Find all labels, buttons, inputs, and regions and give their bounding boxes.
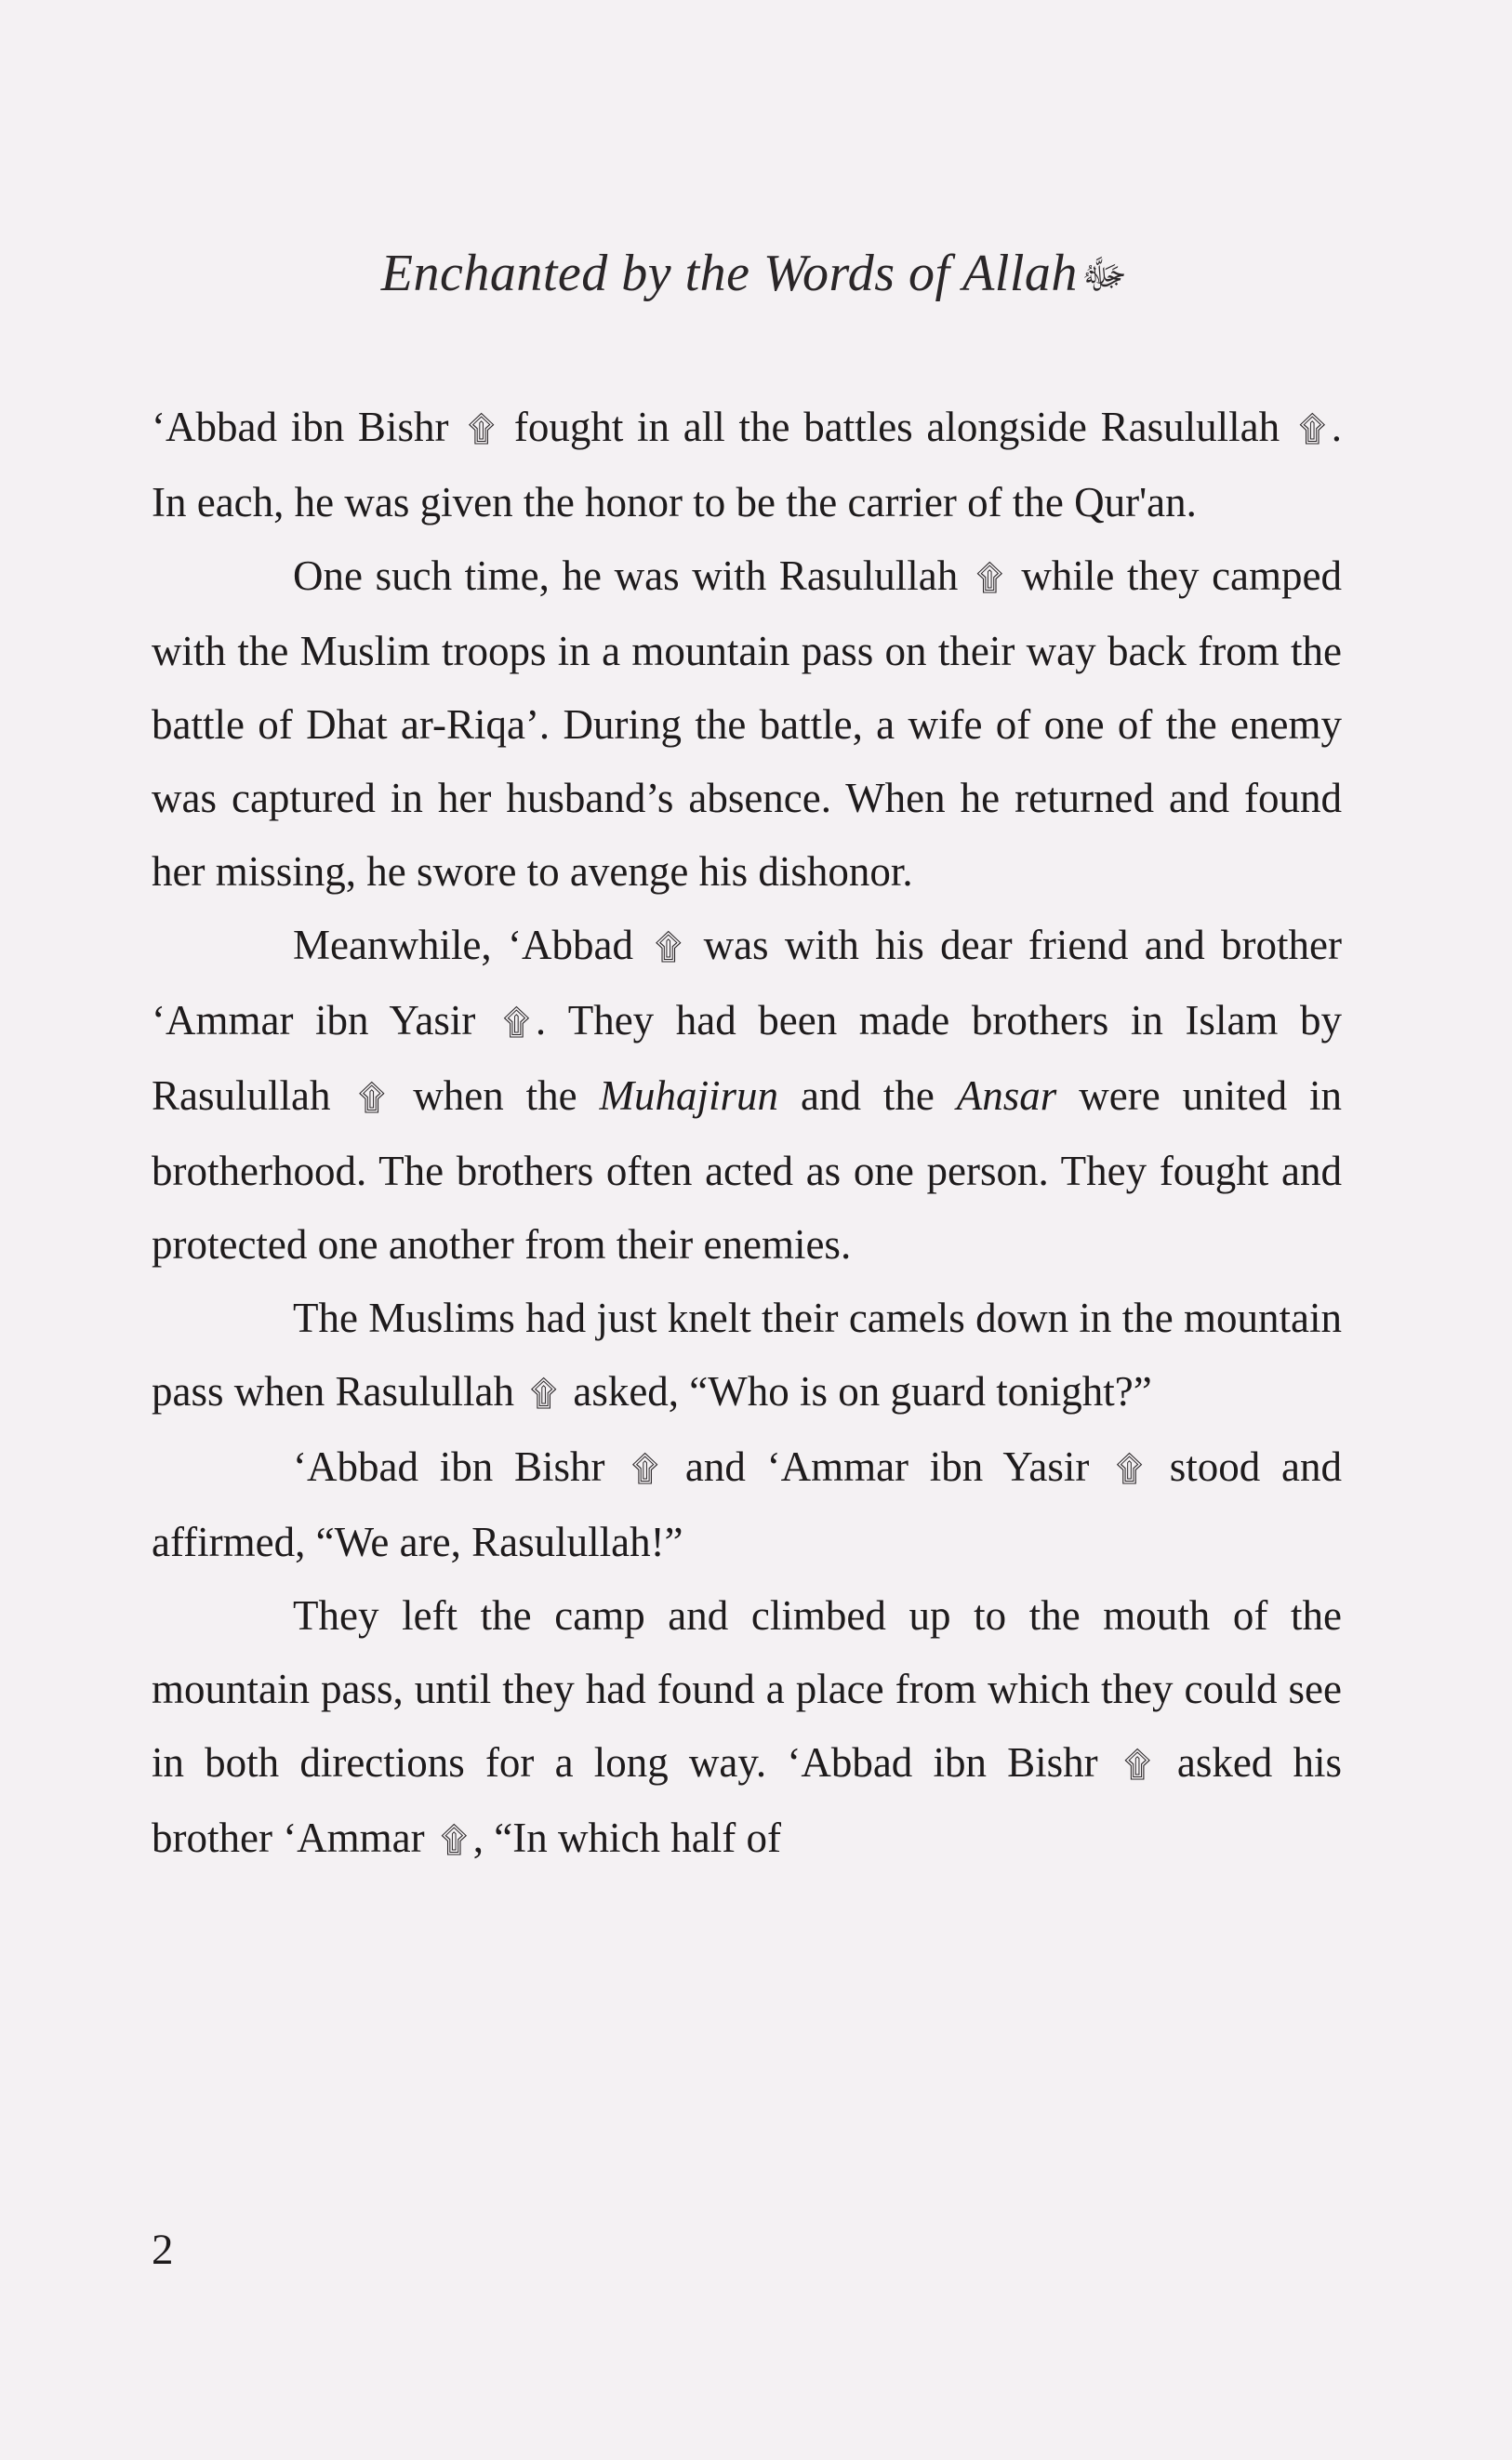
text-run: fought in all the battles alongside Rasulullah: [500, 404, 1293, 450]
honorific-icon: ۩: [1123, 1744, 1151, 1785]
paragraph: [152, 391, 1342, 539]
text-run: . In each, he was given the honor to be the carrier of the Qur'an.: [152, 404, 1342, 525]
honorific-icon: ۩: [975, 557, 1003, 598]
honorific-glyph-icon: ﷻ: [1081, 250, 1128, 299]
paragraph: [152, 1282, 1342, 1430]
honorific-icon: ۩: [530, 1373, 558, 1414]
text-run: while they camped with the Muslim troops in a mountain pass on their way back from the battle of Dhat ar-Riqa’. During the battle, a wife of one of the enemy was captured in her husband’s absence. When he returned and found her missing, he swore to avenge his dishonor.: [152, 552, 1342, 895]
honorific-icon: ۩: [1298, 408, 1326, 449]
paragraph: [152, 539, 1342, 909]
italic-term: Muhajirun: [599, 1072, 779, 1119]
text-run: and the: [778, 1072, 957, 1119]
honorific-icon: ۩: [631, 1448, 659, 1489]
text-run: and ‘Ammar ibn Yasir: [664, 1443, 1111, 1490]
text-run: asked his brother ‘Ammar: [152, 1739, 1342, 1861]
honorific-icon: ۩: [468, 408, 496, 449]
running-head-title: Enchanted by the Words of Allah: [380, 245, 1078, 302]
body-text: [152, 391, 1342, 1877]
text-run: when the: [391, 1072, 600, 1119]
text-run: ‘Abbad ibn Bishr: [293, 1443, 627, 1490]
running-head: [0, 244, 1512, 309]
honorific-icon: ۩: [655, 926, 683, 967]
text-run: asked, “Who is on guard tonight?”: [563, 1368, 1152, 1415]
text-run: Meanwhile, ‘Abbad: [293, 922, 650, 968]
honorific-icon: ۩: [1116, 1448, 1143, 1489]
text-run: ‘Abbad ibn Bishr: [152, 404, 463, 450]
paragraph: [152, 1430, 1342, 1579]
text-run: , “In which half of: [472, 1815, 781, 1861]
paragraph: [152, 909, 1342, 1282]
text-run: was with his dear friend and brother ‘Ammar ibn Yasir: [152, 922, 1342, 1044]
honorific-icon: ۩: [358, 1077, 386, 1118]
italic-term: Ansar: [956, 1072, 1057, 1119]
text-run: stood and affirmed, “We are, Rasulullah!”: [152, 1443, 1342, 1565]
text-run: They left the camp and climbed up to the mouth of the mountain pass, until they had found a place from which they could see in both directions for a long way. ‘Abbad ibn Bishr: [152, 1592, 1342, 1786]
honorific-icon: ۩: [502, 1002, 530, 1043]
text-run: were united in brotherhood. The brothers often acted as one person. They fought and protected one another from their enemies.: [152, 1072, 1343, 1268]
text-run: One such time, he was with Rasulullah: [293, 552, 971, 599]
text-run: The Muslims had just knelt their camels down in the mountain pass when Rasulullah: [152, 1295, 1342, 1415]
honorific-icon: ۩: [440, 1819, 468, 1860]
text-run: . They had been made brothers in Islam by Rasulullah: [152, 997, 1343, 1119]
paragraph: [152, 1579, 1342, 1877]
page-number: 2: [152, 2226, 174, 2274]
